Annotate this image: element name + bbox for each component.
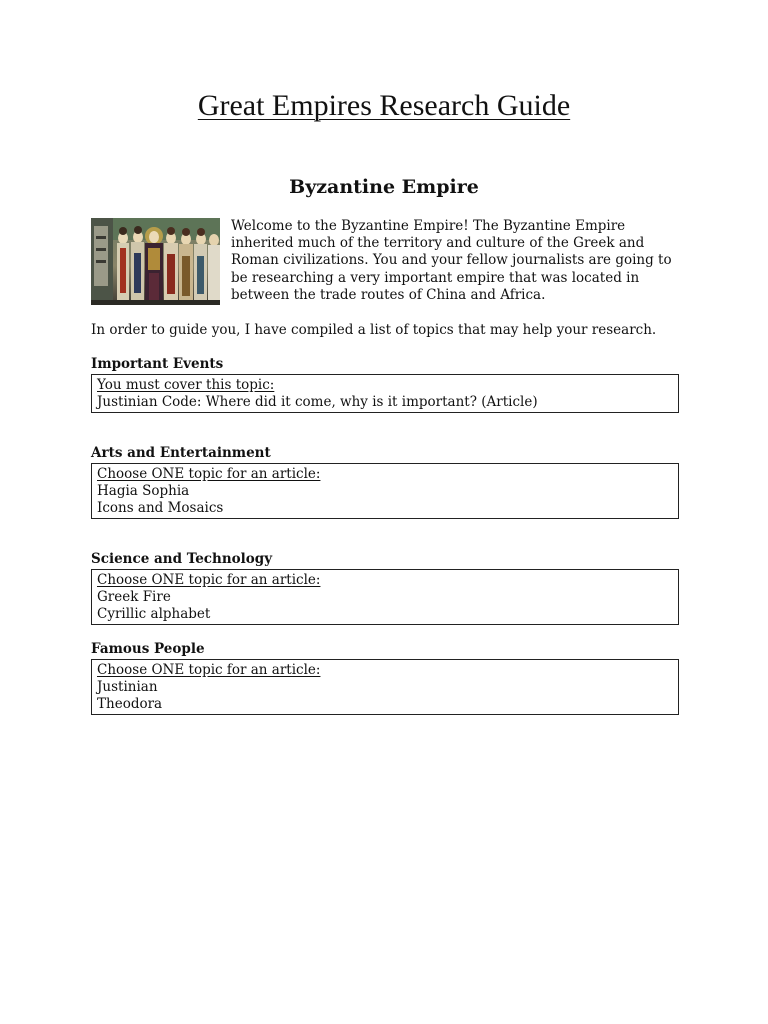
topic-instruction: Choose ONE topic for an article: <box>97 466 321 482</box>
topic-instruction: Choose ONE topic for an article: <box>97 572 321 588</box>
guide-paragraph: In order to guide you, I have compiled a list of topics that may help your research. <box>91 322 657 338</box>
topic-box <box>91 659 679 715</box>
intro-paragraph: Welcome to the Byzantine Empire! The Byzantine Empire inherited much of the territory and culture of the Greek and Roman civilizations. You and your fellow journalists are going to be researching a very important empire that was located in between the trade routes of China and Africa. <box>231 218 672 303</box>
mosaic-image <box>91 218 220 305</box>
topic-item: Justinian <box>97 679 158 695</box>
section-heading: Important Events <box>91 356 224 372</box>
page-subtitle: Byzantine Empire <box>289 176 479 198</box>
topic-instruction: You must cover this topic: <box>97 377 275 393</box>
section-heading: Famous People <box>91 641 205 657</box>
page-title: Great Empires Research Guide <box>197 89 571 122</box>
topic-item: Greek Fire <box>97 589 171 605</box>
topic-item: Icons and Mosaics <box>97 500 224 516</box>
section-important-events <box>91 356 679 413</box>
topic-item: Cyrillic alphabet <box>97 606 211 622</box>
topic-item: Justinian Code: Where did it come, why is it important? (Article) <box>97 394 538 410</box>
topic-instruction: Choose ONE topic for an article: <box>97 662 321 678</box>
section-heading: Science and Technology <box>91 551 273 567</box>
section-arts-entertainment <box>91 445 679 519</box>
section-heading: Arts and Entertainment <box>91 445 271 461</box>
topic-box <box>91 463 679 519</box>
section-famous-people <box>91 641 679 715</box>
topic-box <box>91 374 679 413</box>
topic-item: Hagia Sophia <box>97 483 190 499</box>
topic-box <box>91 569 679 625</box>
section-science-technology <box>91 551 679 625</box>
topic-item: Theodora <box>97 696 163 712</box>
